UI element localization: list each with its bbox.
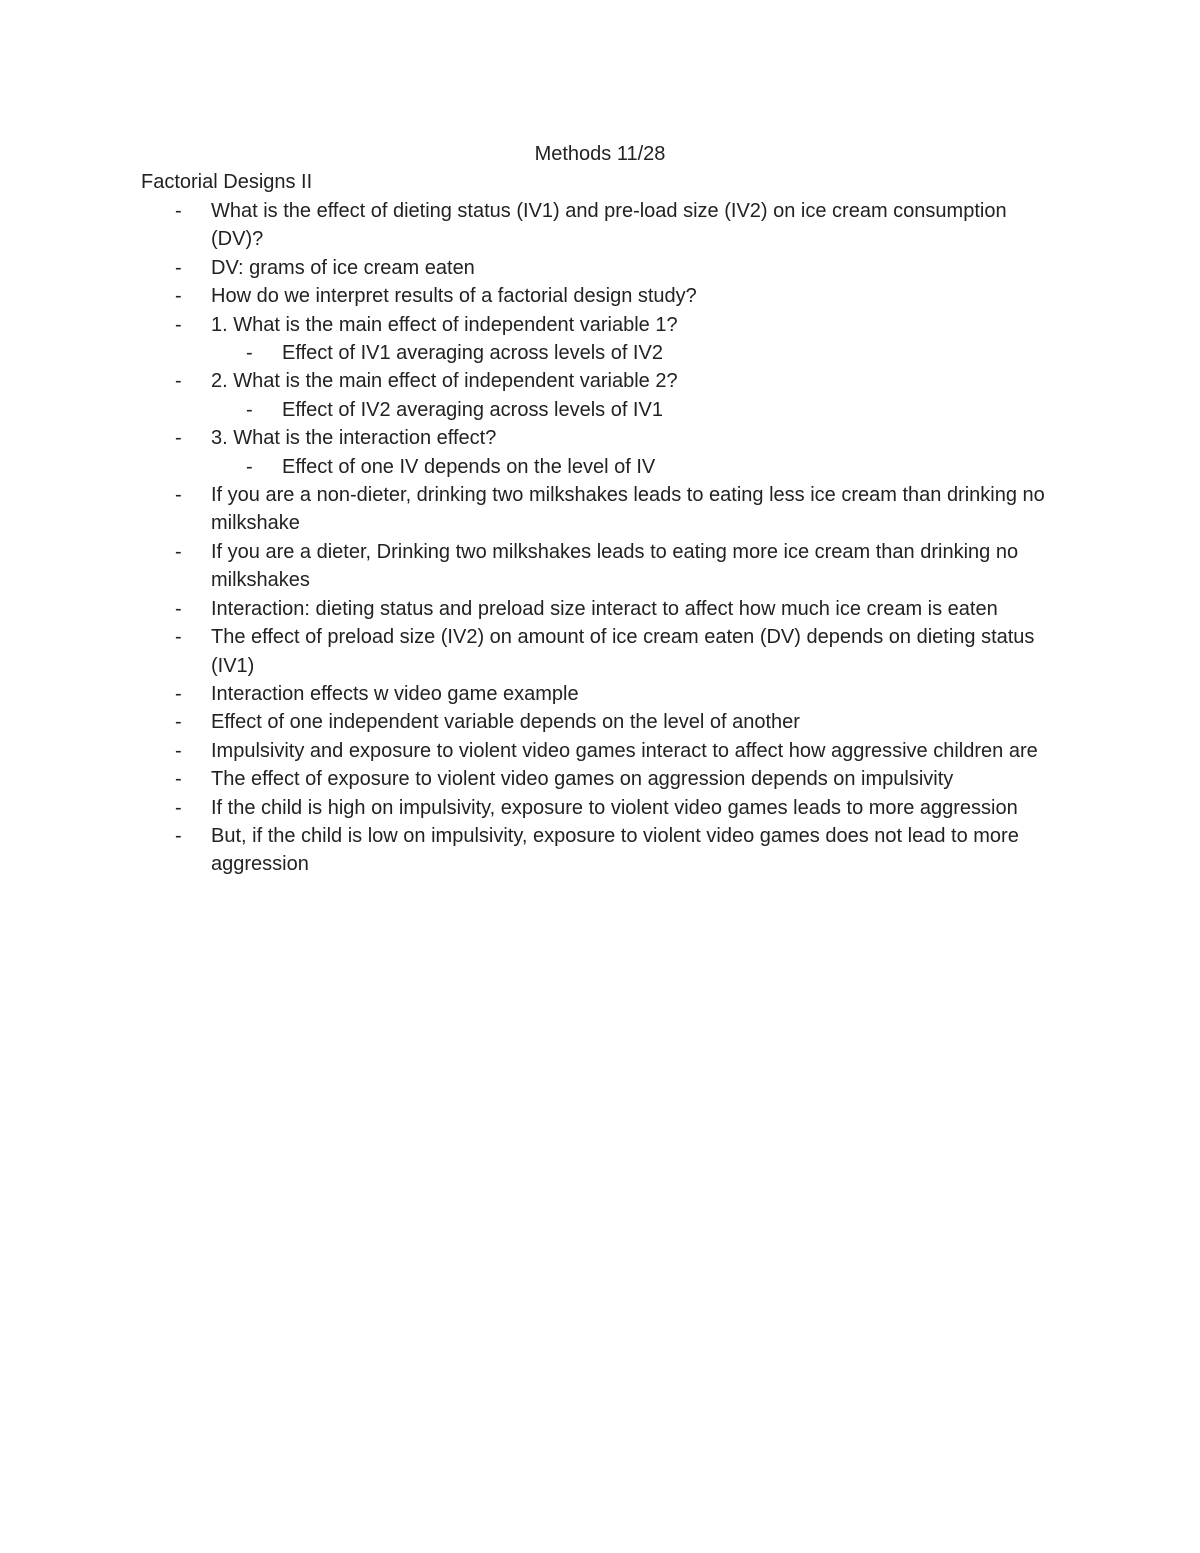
bullet-dash: -	[175, 256, 182, 279]
bullet-dash: -	[246, 342, 253, 365]
note-item	[0, 765, 1061, 793]
bullet-dash: -	[175, 711, 182, 734]
bullet-dash: -	[175, 626, 182, 649]
note-text: Effect of IV1 averaging across levels of IV2	[282, 342, 663, 365]
note-item	[0, 822, 1061, 879]
note-item	[0, 197, 1061, 254]
bullet-dash: -	[175, 796, 182, 819]
note-text: If you are a non-dieter, drinking two milkshakes leads to eating less ice cream than drinking no milkshake	[211, 484, 1045, 535]
note-item	[0, 254, 1061, 282]
note-text: The effect of preload size (IV2) on amount of ice cream eaten (DV) depends on dieting status (IV1)	[211, 626, 1035, 677]
bullet-dash: -	[175, 540, 182, 563]
bullet-dash: -	[175, 739, 182, 762]
note-item	[0, 737, 1061, 765]
bullet-dash: -	[175, 484, 182, 507]
note-item	[0, 680, 1061, 708]
note-item	[0, 481, 1061, 538]
note-text: 3. What is the interaction effect?	[211, 427, 497, 450]
notes-list	[0, 197, 1200, 879]
note-text: What is the effect of dieting status (IV1) and pre-load size (IV2) on ice cream consumption (DV)?	[211, 200, 1007, 251]
note-item	[0, 708, 1061, 736]
sub-note-item	[0, 396, 1061, 424]
bullet-dash: -	[175, 200, 182, 222]
note-text: But, if the child is low on impulsivity, exposure to violent video games does not lead to more aggression	[211, 824, 1019, 876]
note-item	[0, 623, 1061, 680]
note-text: If you are a dieter, Drinking two milkshakes leads to eating more ice cream than drinking no milkshakes	[211, 540, 1019, 592]
note-item	[0, 424, 1061, 452]
note-item	[0, 311, 1061, 339]
note-text: Interaction: dieting status and preload size interact to affect how much ice cream is eaten	[211, 597, 998, 620]
bullet-dash: -	[175, 313, 182, 336]
bullet-dash: -	[175, 768, 182, 791]
note-text: If the child is high on impulsivity, exposure to violent video games leads to more aggression	[211, 796, 1018, 819]
document-title: Methods 11/28	[534, 143, 666, 165]
note-text: Effect of one independent variable depends on the level of another	[211, 711, 800, 734]
bullet-dash: -	[175, 285, 182, 308]
sub-note-item	[0, 453, 1061, 481]
bullet-dash: -	[175, 597, 182, 620]
note-item	[0, 538, 1061, 595]
bullet-dash: -	[175, 370, 182, 393]
bullet-dash: -	[175, 824, 182, 847]
note-item	[0, 367, 1061, 395]
note-text: The effect of exposure to violent video games on aggression depends on impulsivity	[211, 768, 954, 791]
bullet-dash: -	[175, 427, 182, 450]
bullet-dash: -	[246, 398, 253, 421]
note-text: Effect of one IV depends on the level of IV	[282, 455, 656, 478]
note-text: 1. What is the main effect of independent variable 1?	[211, 313, 678, 336]
note-text: Impulsivity and exposure to violent video games interact to affect how aggressive children are	[211, 739, 1038, 762]
sub-note-item	[0, 339, 1061, 367]
note-item	[0, 595, 1061, 623]
note-item	[0, 794, 1061, 822]
section-heading: Factorial Designs II	[141, 171, 313, 193]
note-text: How do we interpret results of a factorial design study?	[211, 285, 697, 308]
note-text: 2. What is the main effect of independent variable 2?	[211, 370, 678, 393]
note-item	[0, 282, 1061, 310]
note-text: Effect of IV2 averaging across levels of IV1	[282, 398, 663, 421]
bullet-dash: -	[175, 682, 182, 705]
note-text: Interaction effects w video game example	[211, 682, 579, 705]
bullet-dash: -	[246, 455, 253, 478]
note-text: DV: grams of ice cream eaten	[211, 256, 475, 279]
